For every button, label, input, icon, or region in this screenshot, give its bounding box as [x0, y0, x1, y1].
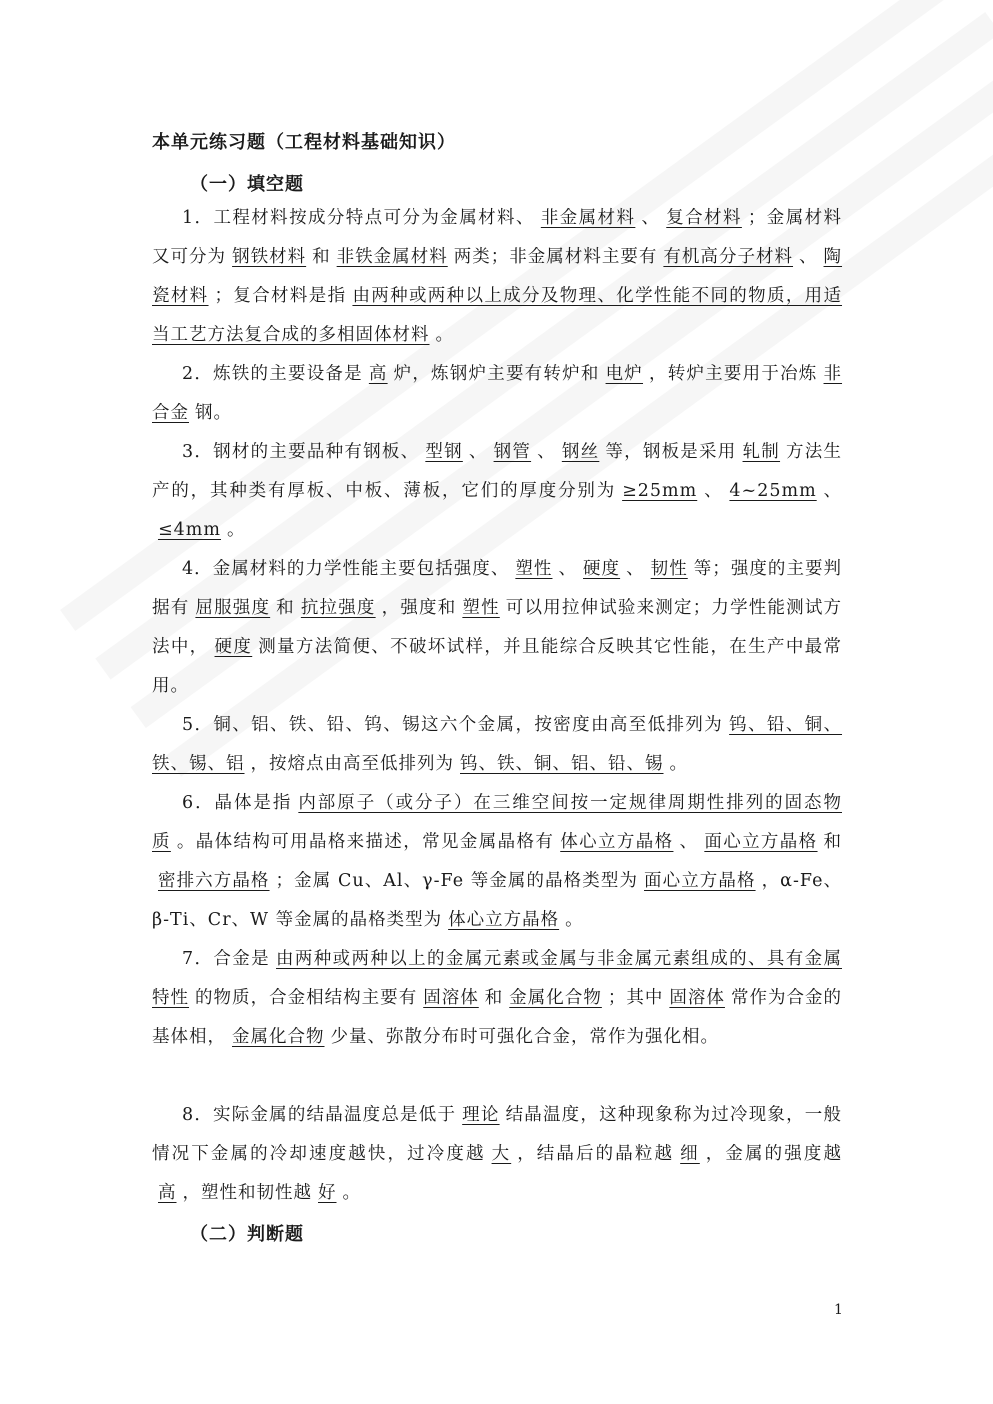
answer-blank: 硬度: [583, 559, 621, 579]
answer-blank: 非金属材料: [540, 208, 636, 228]
question-2: 2．炼铁的主要设备是 高 炉，炼钢炉主要有转炉和 电炉 ，转炉主要用于冶炼 非合金 钢。: [152, 364, 843, 423]
answer-blank: 体心立方晶格: [448, 910, 560, 930]
answer-blank: 非合金: [152, 364, 843, 423]
answer-blank: 非铁金属材料: [336, 247, 448, 267]
answer-blank: 由两种或两种以上的金属元素或金属与非金属元素组成的、具有金属特性: [152, 949, 842, 1008]
question-8: 8．实际金属的结晶温度总是低于 理论 结晶温度，这种现象称为过冷现象，一般情况下金属的冷却速度越快，过冷度越 大 ，结晶后的晶粒越 细 ，金属的强度越高 ，塑性和韧性越 好 。: [152, 1105, 843, 1203]
answer-blank: 金属化合物: [232, 1027, 325, 1047]
answer-blank: 4~25mm: [729, 481, 817, 501]
answer-blank: 钢丝: [561, 442, 600, 462]
section-fill-in-blank: （一）填空题: [190, 174, 304, 195]
answer-blank: 陶瓷材料: [152, 247, 843, 306]
answer-blank: 钨、铅、铜、铁、锡、铝: [152, 715, 843, 774]
answer-blank: 屈服强度: [195, 598, 271, 618]
answer-blank: 钢管: [493, 442, 532, 462]
answer-blank: 抗拉强度: [300, 598, 376, 618]
answer-blank: 体心立方晶格: [560, 832, 674, 852]
answer-blank: 电炉: [605, 364, 644, 384]
answer-blank: 型钢: [425, 442, 463, 462]
page-number: 1: [834, 1302, 843, 1318]
answer-blank: 密排六方晶格: [158, 871, 270, 891]
answer-blank: 高: [158, 1183, 177, 1203]
answer-blank: 细: [680, 1144, 700, 1164]
question-6: 6．晶体是指 内部原子（或分子）在三维空间按一定规律周期性排列的固态物质 。晶体结构可用晶格来描述，常见金属晶格有 体心立方晶格 、 面心立方晶格 和密排六方晶格 ；金属 Cu、Al、γ-Fe 等金属的晶格类型为 面心立方晶格 ，α-Fe、β-Ti、Cr、W 等金属的晶格类型为 体心立方晶格 。: [152, 793, 843, 930]
answer-blank: 塑性: [515, 559, 553, 579]
answer-blank: 固溶体: [423, 988, 479, 1008]
answer-blank: ≤4mm: [158, 520, 221, 540]
answer-blank: 好: [318, 1183, 337, 1203]
answer-blank: 有机高分子材料: [663, 247, 794, 267]
section-true-false: （二）判断题: [190, 1224, 304, 1245]
answer-blank: ≥25mm: [622, 481, 698, 501]
question-7: 7．合金是 由两种或两种以上的金属元素或金属与非金属元素组成的、具有金属特性 的物质，合金相结构主要有 固溶体 和 金属化合物 ；其中 固溶体 常作为合金的基体相， 金属化合物 少量、弥散分布时可强化合金，常作为强化相。: [152, 949, 843, 1047]
answer-blank: 金属化合物: [509, 988, 602, 1008]
answer-blank: 钨、铁、铜、铝、铅、锡: [460, 754, 664, 774]
question-1: 1．工程材料按成分特点可分为金属材料、 非金属材料 、 复合材料 ；金属材料又可分为 钢铁材料 和 非铁金属材料 两类；非金属材料主要有 有机高分子材料 、 陶瓷材料 ；复合材料是指 由两种或两种以上成分及物理、化学性能不同的物质，用适当工艺方法复合成的多相固体材料 。: [152, 208, 843, 345]
answer-blank: 内部原子（或分子）在三维空间按一定规律周期性排列的固态物质: [152, 793, 842, 852]
question-4: 4．金属材料的力学性能主要包括强度、 塑性 、 硬度 、 韧性 等；强度的主要判据有 屈服强度 和 抗拉强度 ，强度和 塑性 可以用拉伸试验来测定；力学性能测试方法中， 硬度 测量方法简便、不破坏试样，并且能综合反映其它性能，在生产中最常用。: [152, 559, 843, 696]
answer-blank: 面心立方晶格: [644, 871, 756, 891]
answer-blank: 韧性: [650, 559, 688, 579]
question-5: 5．铜、铝、铁、铅、钨、锡这六个金属，按密度由高至低排列为 钨、铅、铜、铁、锡、铝 ，按熔点由高至低排列为 钨、铁、铜、铝、铅、锡 。: [152, 715, 843, 774]
answer-blank: 由两种或两种以上成分及物理、化学性能不同的物质，用适当工艺方法复合成的多相固体材料: [152, 286, 843, 345]
answer-blank: 理论: [462, 1105, 500, 1125]
answer-blank: 塑性: [462, 598, 500, 618]
exercise-title: 本单元练习题（工程材料基础知识）: [152, 132, 456, 153]
question-3: 3．钢材的主要品种有钢板、 型钢 、 钢管 、 钢丝 等，钢板是采用 轧制 方法生产的，其种类有厚板、中板、薄板，它们的厚度分别为 ≥25mm 、 4~25mm 、≤4mm 。: [152, 442, 843, 540]
answer-blank: 面心立方晶格: [704, 832, 818, 852]
answer-blank: 固溶体: [669, 988, 725, 1008]
answer-blank: 高: [368, 364, 388, 384]
answer-blank: 复合材料: [666, 208, 742, 228]
answer-blank: 轧制: [742, 442, 781, 462]
answer-blank: 钢铁材料: [232, 247, 307, 267]
answer-blank: 硬度: [214, 637, 253, 657]
answer-blank: 大: [491, 1144, 512, 1164]
